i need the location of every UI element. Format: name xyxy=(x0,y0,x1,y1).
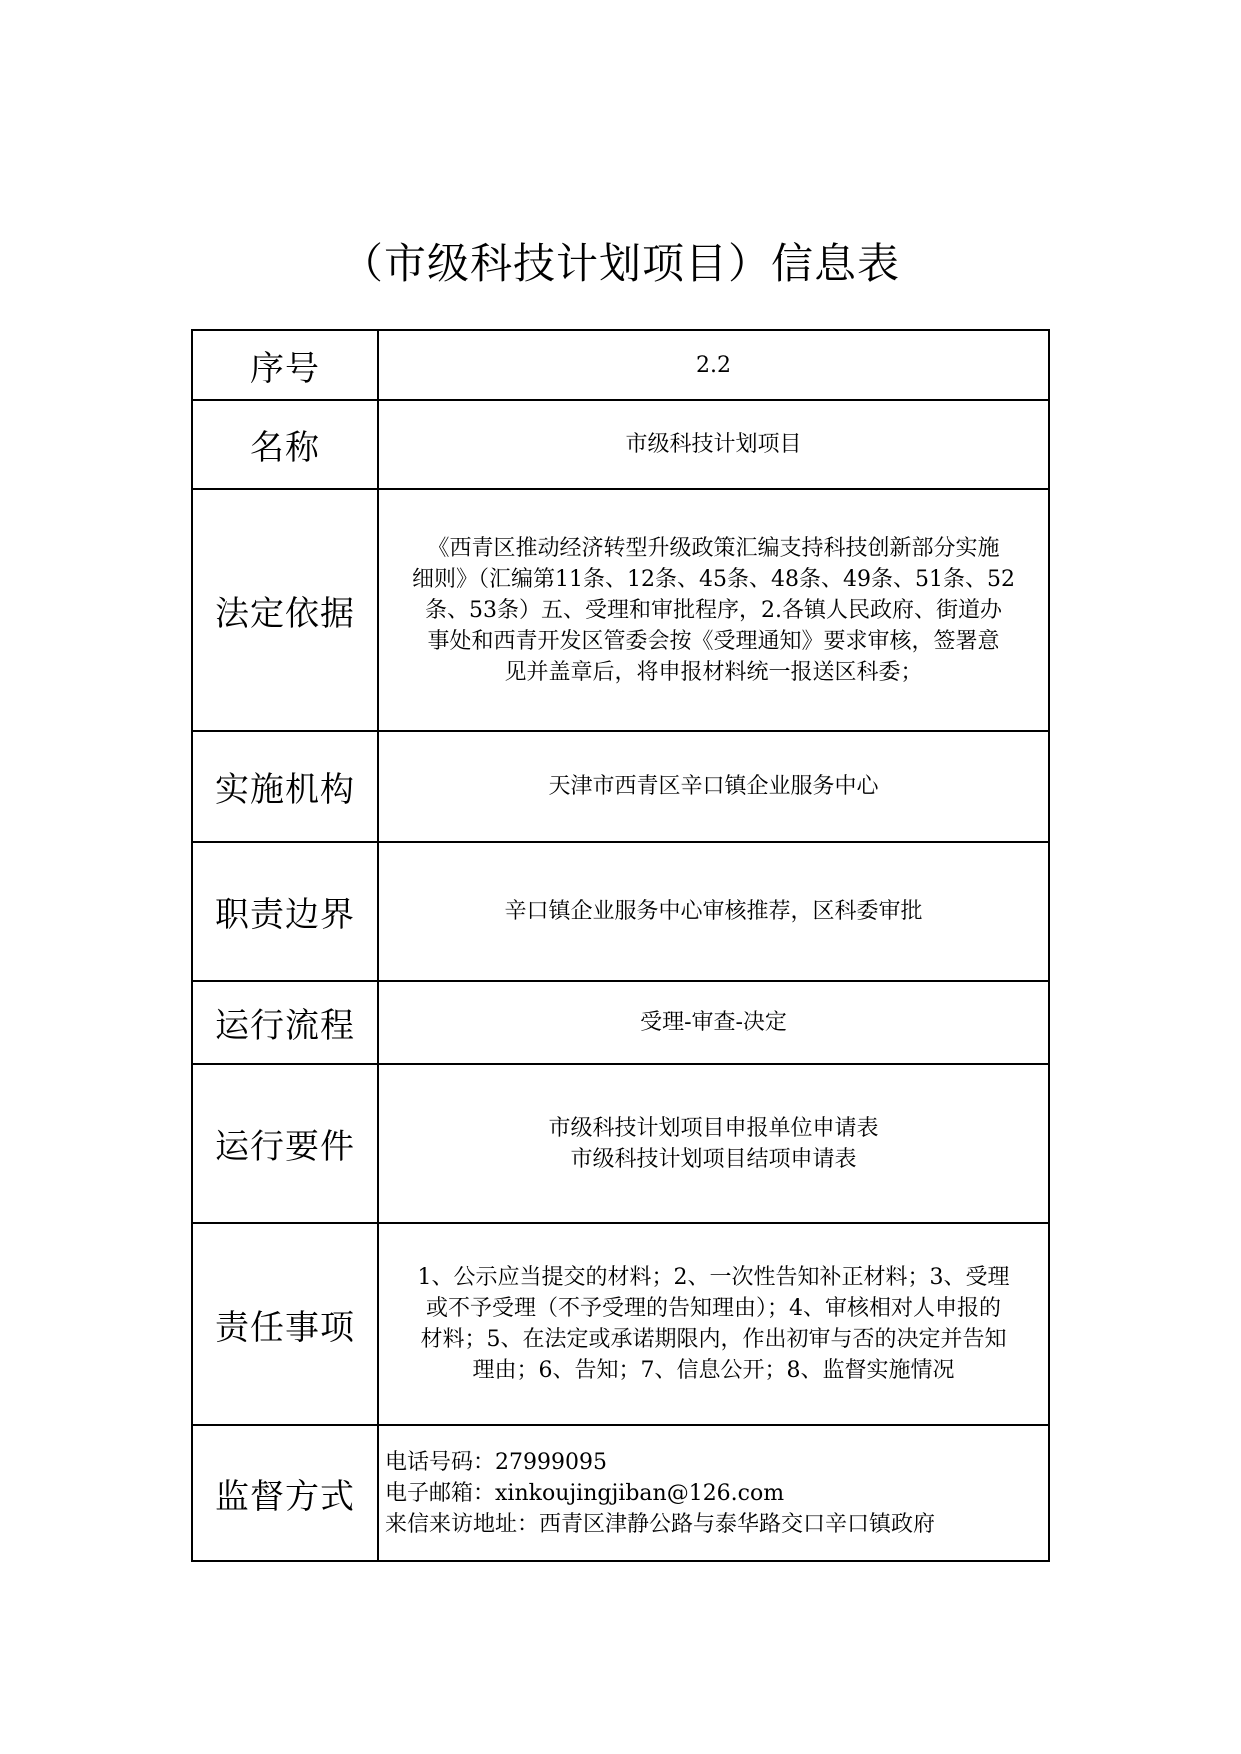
row-label-requirements: 运行要件 xyxy=(192,1064,378,1223)
value-line: 市级科技计划项目结项申请表 xyxy=(570,1146,857,1172)
row-label-responsibilities: 责任事项 xyxy=(192,1223,378,1425)
table-row xyxy=(192,489,1049,731)
table-row xyxy=(192,1064,1049,1223)
row-value-serial xyxy=(378,330,1049,400)
value-line: 2.2 xyxy=(696,352,731,378)
row-value-responsibility-boundary xyxy=(378,842,1049,981)
row-label-legal-basis: 法定依据 xyxy=(192,489,378,731)
row-value-workflow xyxy=(378,981,1049,1064)
row-label-supervision: 监督方式 xyxy=(192,1425,378,1561)
row-value-name xyxy=(378,400,1049,489)
contact-email: 电子邮箱：xinkoujingjiban@126.com xyxy=(385,1480,785,1506)
row-label-implementing-agency: 实施机构 xyxy=(192,731,378,842)
row-value-requirements xyxy=(378,1064,1049,1223)
table-row xyxy=(192,842,1049,981)
value-line: 细则》（汇编第11条、12条、45条、48条、49条、51条、52 xyxy=(412,566,1015,592)
value-line: 市级科技计划项目申报单位申请表 xyxy=(548,1115,879,1141)
row-label-responsibility-boundary: 职责边界 xyxy=(192,842,378,981)
value-line: 材料；5、在法定或承诺期限内，作出初审与否的决定并告知 xyxy=(420,1327,1007,1352)
value-line: 事处和西青开发区管委会按《受理通知》要求审核，签署意 xyxy=(427,628,1000,654)
value-line: 《西青区推动经济转型升级政策汇编支持科技创新部分实施 xyxy=(427,535,1000,561)
page-title: （市级科技计划项目）信息表 xyxy=(340,239,900,288)
value-line: 理由；6、告知；7、信息公开；8、监督实施情况 xyxy=(472,1358,955,1383)
row-label-serial: 序号 xyxy=(192,330,378,400)
row-label-workflow: 运行流程 xyxy=(192,981,378,1064)
table-row xyxy=(192,1425,1049,1561)
value-line: 或不予受理（不予受理的告知理由）；4、审核相对人申报的 xyxy=(426,1296,1001,1321)
value-line: 1、公示应当提交的材料；2、一次性告知补正材料；3、受理 xyxy=(417,1265,1010,1290)
table-row xyxy=(192,731,1049,842)
table-row xyxy=(192,330,1049,400)
info-table xyxy=(191,329,1050,1562)
value-line: 天津市西青区辛口镇企业服务中心 xyxy=(548,774,879,799)
row-value-responsibilities xyxy=(378,1223,1049,1425)
row-label-name: 名称 xyxy=(192,400,378,489)
table-row xyxy=(192,981,1049,1064)
value-line: 受理-审查-决定 xyxy=(640,1010,787,1035)
value-line: 见并盖章后，将申报材料统一报送区科委； xyxy=(504,659,923,685)
table-row xyxy=(192,400,1049,489)
contact-phone: 电话号码：27999095 xyxy=(385,1449,607,1475)
table-row xyxy=(192,1223,1049,1425)
value-line: 市级科技计划项目 xyxy=(625,432,802,457)
value-line: 辛口镇企业服务中心审核推荐，区科委审批 xyxy=(504,899,923,924)
row-value-supervision xyxy=(378,1425,1049,1561)
value-line: 条、53条）五、受理和审批程序，2.各镇人民政府、街道办 xyxy=(425,597,1002,623)
row-value-implementing-agency xyxy=(378,731,1049,842)
row-value-legal-basis xyxy=(378,489,1049,731)
contact-address: 来信来访地址：西青区津静公路与泰华路交口辛口镇政府 xyxy=(385,1511,936,1537)
